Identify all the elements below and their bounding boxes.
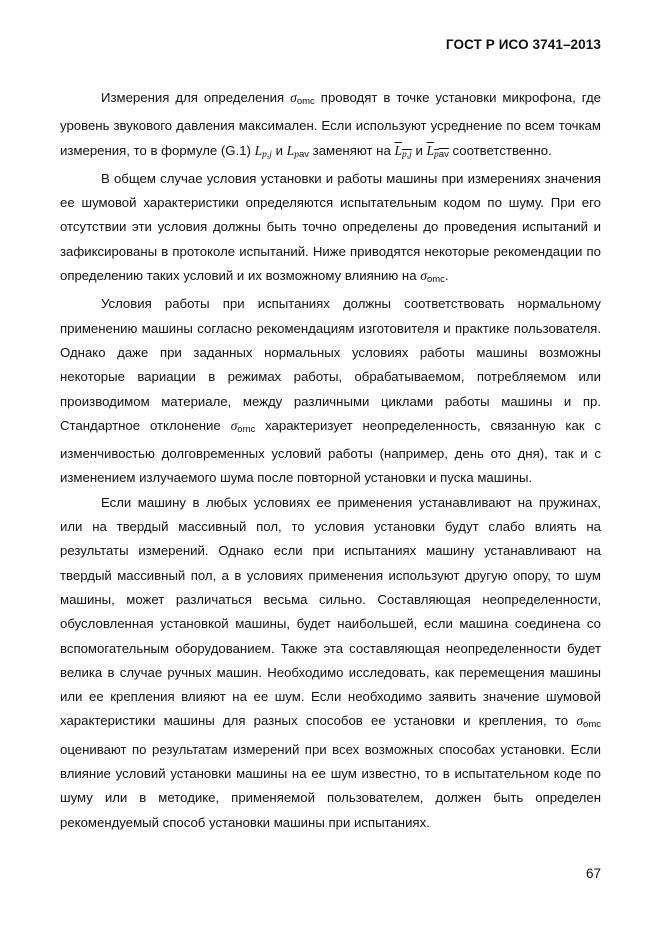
paragraph-1: [60, 86, 601, 167]
text-run: заменяют на: [308, 142, 395, 158]
text-run: характеризует неопределенность, связанную как с изменчивостью долговременных условий работы (например, день ото дня), так и с изменением излучаемого шума после повторной установки и пуска машины.: [60, 417, 601, 486]
body-text: [60, 86, 601, 835]
sigma-omc-symbol: $\sigma_{omc}$: [420, 268, 445, 286]
page-number: 67: [585, 866, 601, 881]
paragraph-3: [60, 292, 601, 490]
text-run: Измерения для определения: [101, 90, 291, 105]
text-run: оценивают по результатам измерений при всех возможных способах установки. Если влияние условий установки машины на ее шум известно, то в испытательном коде по шуму или в методике, применяемой пользователем, должен быть определен рекомендуемый способ установки машины при испытаниях.: [60, 741, 601, 830]
paragraph-2: [60, 167, 601, 292]
lpav-symbol: $Lp_{av}$: [286, 142, 309, 160]
text-run: В общем случае условия установки и работы машины при измерениях значения ее шумовой характеристики определяются испытательным кодом по шуму. При его отсутствии эти условия должны быть точно определены до проведения испытаний и зафиксированы в протоколе испытаний. Ниже приводятся некоторые рекомендации по определению таких условий и их возможному влиянию на: [60, 170, 601, 284]
sigma-omc-symbol: $\sigma_{omc}$: [290, 90, 315, 107]
sigma-omc-symbol: $\sigma_{omc}$: [230, 417, 256, 435]
paragraph-4: [60, 491, 601, 835]
text-run: .: [444, 268, 449, 284]
sigma-omc-symbol: $\sigma_{omc}$: [576, 713, 601, 731]
text-run: и: [271, 142, 287, 158]
lpav-mean-symbol: $Lp_{av}$: [426, 142, 449, 160]
text-run: Если машину в любых условиях ее применения устанавливают на пружинах, или на твердый массивный пол, то условия установки будут слабо влиять на результаты измерений. Однако если при испытаниях машину устанавливают на твердый массивный пол, а в условиях применения используют другую опору, то шум машины, может различаться весьма сильно. Составляющая неопределенности, обусловленная установкой машины, будет наибольшей, если машина соединена со вспомогательным оборудованием. Также эта составляющая неопределенности будет велика в случае ручных машин. Необходимо исследовать, как перемещения машины или ее крепления влияют на ее шум. Если необходимо заявить значение шумовой характеристики машины для разных способов ее установки и крепления, то: [60, 494, 601, 729]
text-run: и: [411, 142, 427, 158]
lpj-symbol: Lp,j: [254, 142, 272, 160]
text-run: соответственно.: [448, 142, 552, 158]
text-run: Условия работы при испытаниях должны соответствовать нормальному применению машины согласно рекомендациям изготовителя и практике пользователя. Однако даже при заданных нормальных условиях работы машины возможны некоторые вариации в режимах работы, обрабатываемом, потребляемом или производимом материале, между различными циклами работы машины и пр. Стандартное отклонение: [60, 296, 601, 433]
text-run: проводят в точке установки микрофона, где уровень звукового давления максимален. Если используют усреднение по всем точкам измерения, то в формуле (G.1): [60, 90, 601, 158]
lpj-mean-symbol: Lp,j: [394, 142, 412, 160]
document-header: ГОСТ Р ИСО 3741–2013: [445, 37, 601, 52]
